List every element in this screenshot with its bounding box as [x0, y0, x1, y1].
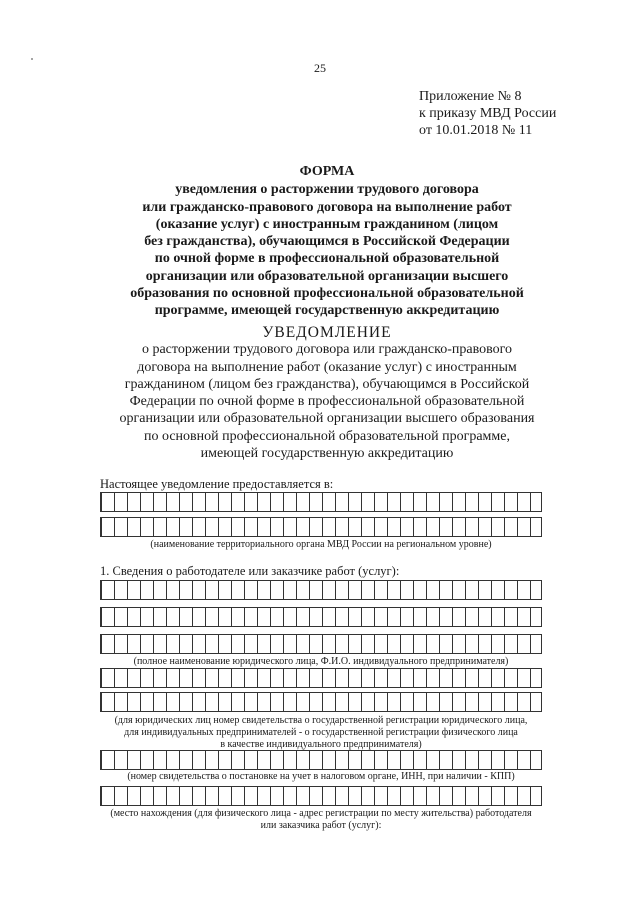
location-caption-line: (место нахождения (для физического лица - адрес регистрации по месту жительства) работодателя	[110, 808, 532, 819]
employer-name-row-1[interactable]	[100, 580, 542, 600]
form-heading-line: организации или образовательной организации высшего	[145, 268, 509, 284]
registration-number-row-2[interactable]	[100, 692, 542, 712]
form-heading-line: по очной форме в профессиональной образовательной	[154, 251, 500, 267]
appendix-line-2: к приказу МВД России	[419, 106, 557, 121]
form-title: ФОРМА	[299, 164, 355, 179]
registration-number-row-1[interactable]	[100, 668, 542, 688]
registration-caption-line: для индивидуальных предпринимателей - о государственной регистрации физического лица	[124, 727, 518, 738]
scan-speck	[31, 58, 33, 60]
page-number: 25	[314, 61, 326, 75]
notice-line: имеющей государственную аккредитацию	[200, 446, 454, 462]
form-heading-line: без гражданства), обучающимся в Российской Федерации	[144, 234, 510, 250]
location-row[interactable]	[100, 786, 542, 806]
registration-caption	[100, 715, 542, 751]
form-heading	[96, 163, 558, 320]
notice-heading	[96, 324, 558, 462]
section-1-label: 1. Сведения о работодателе или заказчике работ (услуг):	[100, 564, 400, 578]
employer-name-caption: (полное наименование юридического лица, Ф.И.О. индивидуального предпринимателя)	[133, 656, 509, 667]
form-heading-line: или гражданско-правового договора на выполнение работ	[142, 199, 512, 215]
tax-registration-row[interactable]	[100, 750, 542, 770]
notice-line: Федерации по очной форме в профессиональной образовательной	[129, 394, 525, 410]
notice-line: гражданином (лицом без гражданства), обучающимся в Российской	[124, 376, 530, 392]
registration-caption-line: (для юридических лиц номер свидетельства о государственной регистрации юридического лица,	[114, 715, 528, 726]
notice-line: о расторжении трудового договора или гражданско-правового	[141, 342, 513, 358]
territorial-body-row-1[interactable]	[100, 492, 542, 512]
notice-line: договора на выполнение работ (оказание услуг) с иностранным	[137, 359, 517, 375]
form-heading-line: программе, имеющей государственную аккредитацию	[154, 303, 500, 319]
appendix-line-1: Приложение № 8	[419, 89, 522, 104]
tax-registration-caption: (номер свидетельства о постановке на учет в налоговом органе, ИНН, при наличии - КПП)	[127, 771, 515, 782]
location-caption-line: или заказчика работ (услуг):	[260, 820, 382, 831]
territorial-body-row-2[interactable]	[100, 517, 542, 537]
submitted-to-label: Настоящее уведомление предоставляется в:	[100, 477, 334, 491]
registration-caption-line: в качестве индивидуального предпринимателя)	[220, 739, 422, 750]
territorial-body-caption: (наименование территориального органа МВД России на региональном уровне)	[150, 539, 492, 550]
form-heading-line: уведомления о расторжении трудового договора	[175, 182, 479, 198]
location-caption	[100, 808, 542, 832]
employer-name-row-2[interactable]	[100, 607, 542, 627]
notice-line: по основной профессиональной образовательной программе,	[143, 428, 510, 444]
form-heading-line: (оказание услуг) с иностранным гражданином (лицом	[155, 216, 499, 232]
appendix-line-3: от 10.01.2018 № 11	[419, 123, 533, 138]
employer-name-row-3[interactable]	[100, 634, 542, 654]
appendix-reference	[419, 88, 619, 139]
form-heading-line: образования по основной профессиональной образовательной	[130, 286, 524, 302]
notice-line: организации или образовательной организации высшего образования	[119, 411, 535, 427]
notice-title: УВЕДОМЛЕНИЕ	[262, 324, 392, 341]
